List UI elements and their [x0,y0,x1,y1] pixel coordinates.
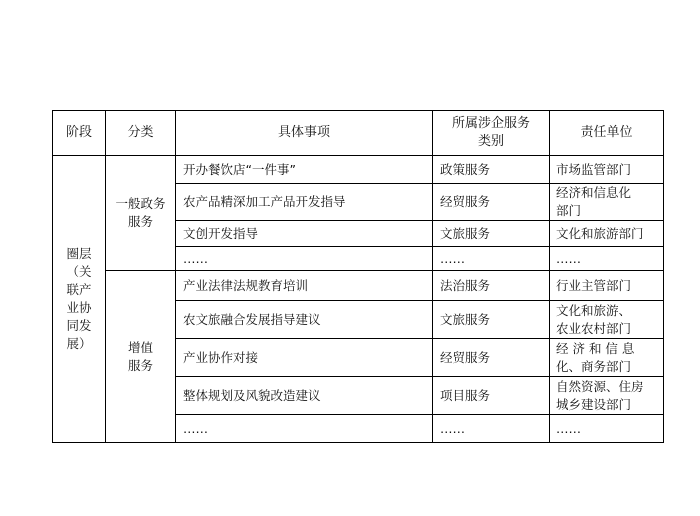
stage-cell [53,156,106,443]
category-general-line2: 服务 [127,214,153,229]
department-line2: 化、商务部门 [556,358,632,374]
table-header-row [53,111,664,156]
item-cell: …… [176,247,433,271]
stage-line: （关 [66,264,92,279]
stage-line: 联产 [66,282,92,297]
item-cell: 文创开发指导 [176,221,433,247]
item-cell: 农产品精深加工产品开发指导 [176,184,433,221]
item-cell: …… [176,415,433,443]
item-cell: 整体规划及风貌改造建议 [176,377,433,415]
service-cell: …… [433,415,550,443]
item-cell: 农文旅融合发展指导建议 [176,301,433,339]
table-row [53,271,664,301]
department-line1: 文化和旅游部门 [556,225,644,241]
department-cell [550,377,664,415]
item-cell: 产业协作对接 [176,339,433,377]
department-line1: …… [556,250,581,266]
service-cell: 文旅服务 [433,301,550,339]
department-cell [550,156,664,184]
stage-line: 同发 [66,318,92,333]
category-value-added-line1: 增值 [127,339,153,355]
stage-line: 展） [66,336,92,351]
service-cell: 项目服务 [433,377,550,415]
department-cell [550,301,664,339]
service-cell: …… [433,247,550,271]
item-cell: 产业法律法规教育培训 [176,271,433,301]
department-line2: 部门 [556,203,582,218]
department-line2: 城乡建设部门 [556,396,632,412]
service-cell: 经贸服务 [433,339,550,377]
department-line1: 经济和信息化 [556,185,632,200]
department-line2: 农业农村部门 [556,320,632,336]
header-service-type-line2: 类别 [477,134,504,149]
department-cell [550,184,664,221]
service-cell: 政策服务 [433,156,550,184]
header-department: 责任单位 [550,111,664,156]
department-cell [550,271,664,301]
department-cell [550,247,664,271]
header-stage: 阶段 [53,111,106,156]
stage-line: 业协 [66,300,92,315]
service-cell: 文旅服务 [433,221,550,247]
department-cell [550,221,664,247]
department-line1: 文化和旅游、 [556,302,632,318]
category-general-line1: 一般政务 [115,196,166,211]
item-cell: 开办餐饮店“一件事” [176,156,433,184]
department-line1: …… [556,420,581,436]
stage-line: 圈层 [66,246,92,261]
department-line1: 市场监管部门 [556,161,632,177]
service-cell: 法治服务 [433,271,550,301]
category-value-added-cell [106,271,176,443]
category-general-cell [106,156,176,271]
service-cell: 经贸服务 [433,184,550,221]
category-value-added-line2: 服务 [127,357,153,373]
department-line1: 经 济 和 信 息 [556,340,635,356]
table-row [53,156,664,184]
header-service-type [433,111,550,156]
header-service-type-line1: 所属涉企服务 [451,116,530,131]
service-table [52,110,664,443]
header-item: 具体事项 [176,111,433,156]
header-category: 分类 [106,111,176,156]
department-cell [550,339,664,377]
department-line1: 行业主管部门 [556,277,632,293]
department-line1: 自然资源、住房 [556,378,644,394]
department-cell [550,415,664,443]
